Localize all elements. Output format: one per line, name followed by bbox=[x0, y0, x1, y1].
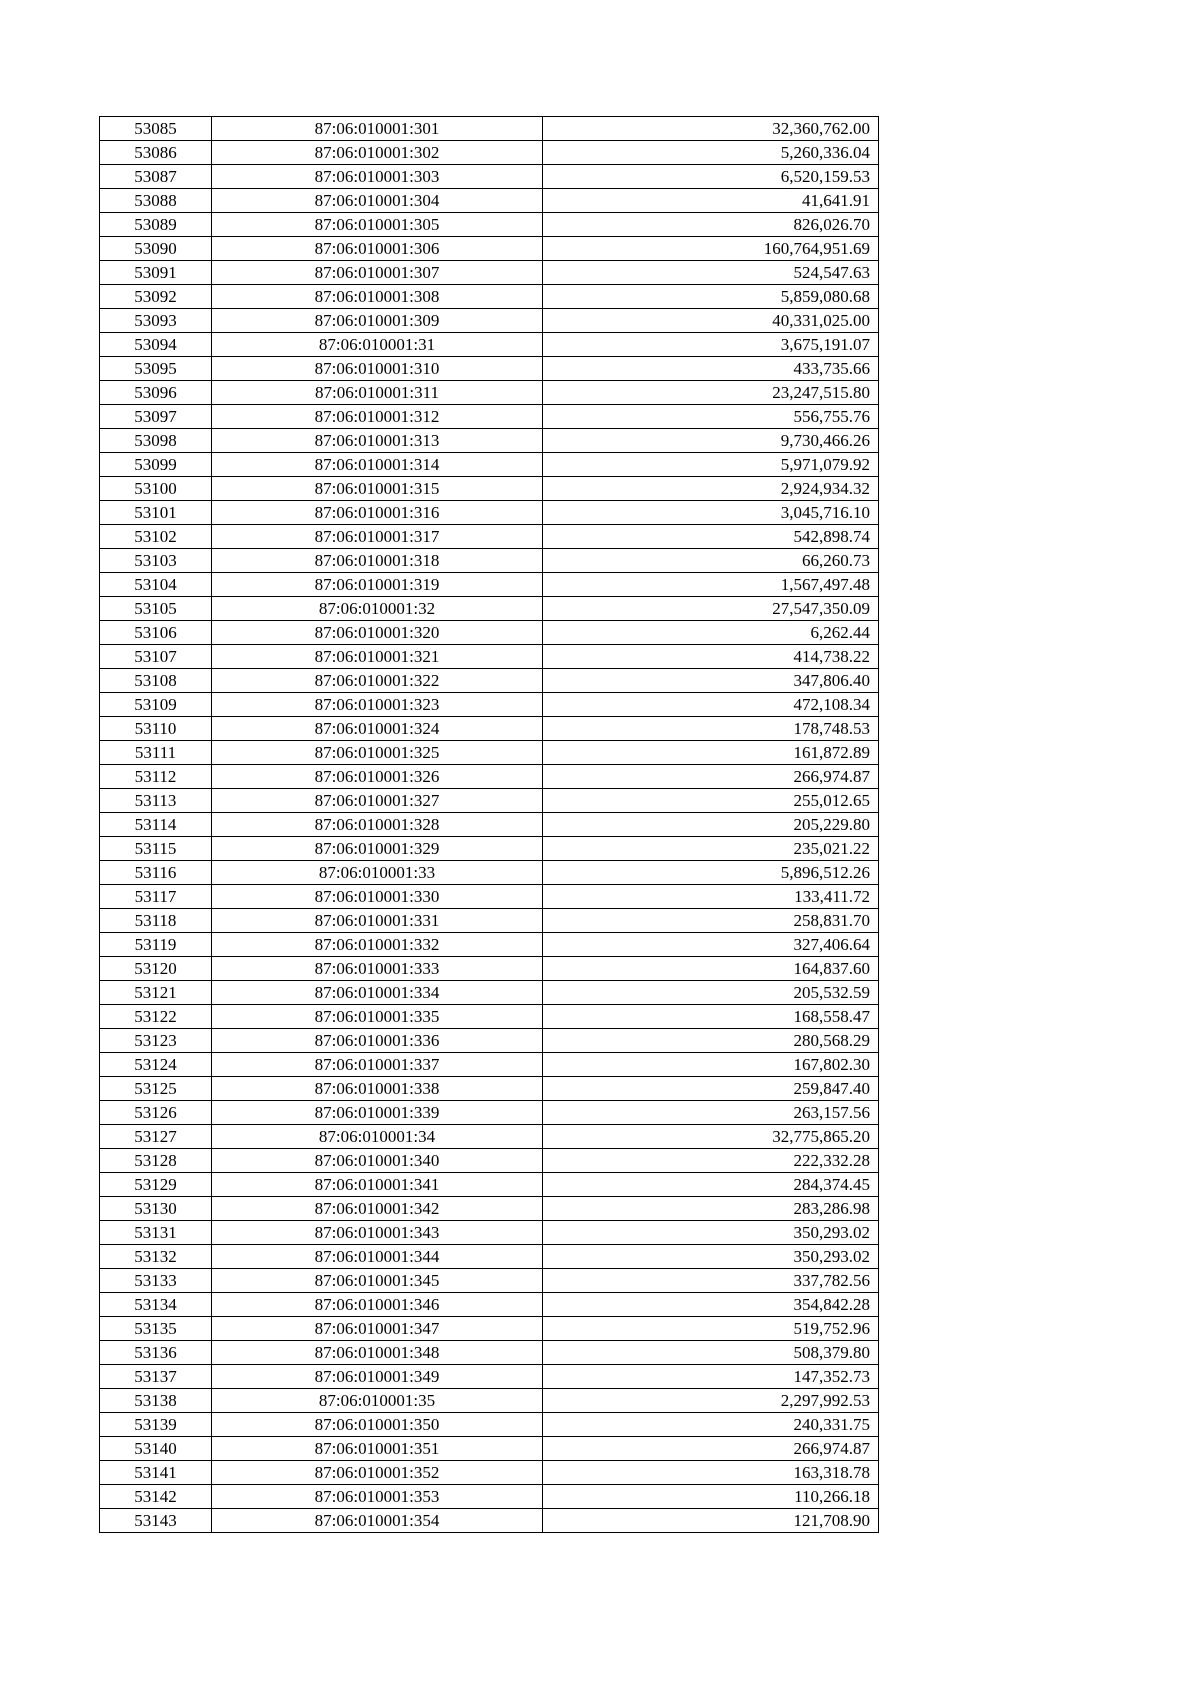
table-row bbox=[100, 573, 879, 597]
table-row bbox=[100, 141, 879, 165]
table-row bbox=[100, 813, 879, 837]
value-cell: 121,708.90 bbox=[543, 1509, 879, 1533]
value-cell: 167,802.30 bbox=[543, 1053, 879, 1077]
value-cell: 826,026.70 bbox=[543, 213, 879, 237]
cadastral-number-cell: 87:06:010001:327 bbox=[212, 789, 543, 813]
cadastral-number-cell: 87:06:010001:303 bbox=[212, 165, 543, 189]
value-cell: 160,764,951.69 bbox=[543, 237, 879, 261]
table-row bbox=[100, 765, 879, 789]
cadastral-number-cell: 87:06:010001:346 bbox=[212, 1293, 543, 1317]
table-row bbox=[100, 261, 879, 285]
table-row bbox=[100, 933, 879, 957]
cadastral-number-cell: 87:06:010001:333 bbox=[212, 957, 543, 981]
cadastral-number-cell: 87:06:010001:353 bbox=[212, 1485, 543, 1509]
row-number-cell: 53117 bbox=[100, 885, 212, 909]
value-cell: 5,896,512.26 bbox=[543, 861, 879, 885]
row-number-cell: 53105 bbox=[100, 597, 212, 621]
value-cell: 66,260.73 bbox=[543, 549, 879, 573]
value-cell: 110,266.18 bbox=[543, 1485, 879, 1509]
table-row bbox=[100, 285, 879, 309]
row-number-cell: 53091 bbox=[100, 261, 212, 285]
table-row bbox=[100, 381, 879, 405]
value-cell: 161,872.89 bbox=[543, 741, 879, 765]
row-number-cell: 53110 bbox=[100, 717, 212, 741]
value-cell: 266,974.87 bbox=[543, 765, 879, 789]
table-row bbox=[100, 1221, 879, 1245]
cadastral-number-cell: 87:06:010001:31 bbox=[212, 333, 543, 357]
table-row bbox=[100, 669, 879, 693]
cadastral-number-cell: 87:06:010001:324 bbox=[212, 717, 543, 741]
value-cell: 133,411.72 bbox=[543, 885, 879, 909]
cadastral-number-cell: 87:06:010001:310 bbox=[212, 357, 543, 381]
table-row bbox=[100, 957, 879, 981]
row-number-cell: 53133 bbox=[100, 1269, 212, 1293]
value-cell: 2,297,992.53 bbox=[543, 1389, 879, 1413]
row-number-cell: 53118 bbox=[100, 909, 212, 933]
value-cell: 178,748.53 bbox=[543, 717, 879, 741]
table-row bbox=[100, 1437, 879, 1461]
table-row bbox=[100, 1053, 879, 1077]
row-number-cell: 53129 bbox=[100, 1173, 212, 1197]
value-cell: 9,730,466.26 bbox=[543, 429, 879, 453]
cadastral-number-cell: 87:06:010001:335 bbox=[212, 1005, 543, 1029]
cadastral-number-cell: 87:06:010001:340 bbox=[212, 1149, 543, 1173]
cadastral-number-cell: 87:06:010001:347 bbox=[212, 1317, 543, 1341]
value-cell: 283,286.98 bbox=[543, 1197, 879, 1221]
value-cell: 205,229.80 bbox=[543, 813, 879, 837]
row-number-cell: 53108 bbox=[100, 669, 212, 693]
cadastral-number-cell: 87:06:010001:321 bbox=[212, 645, 543, 669]
value-cell: 263,157.56 bbox=[543, 1101, 879, 1125]
value-cell: 414,738.22 bbox=[543, 645, 879, 669]
cadastral-number-cell: 87:06:010001:345 bbox=[212, 1269, 543, 1293]
value-cell: 5,859,080.68 bbox=[543, 285, 879, 309]
row-number-cell: 53130 bbox=[100, 1197, 212, 1221]
cadastral-number-cell: 87:06:010001:330 bbox=[212, 885, 543, 909]
cadastral-number-cell: 87:06:010001:354 bbox=[212, 1509, 543, 1533]
cadastral-number-cell: 87:06:010001:313 bbox=[212, 429, 543, 453]
cadastral-number-cell: 87:06:010001:317 bbox=[212, 525, 543, 549]
value-cell: 235,021.22 bbox=[543, 837, 879, 861]
cadastral-number-cell: 87:06:010001:316 bbox=[212, 501, 543, 525]
table-row bbox=[100, 165, 879, 189]
table-row bbox=[100, 1029, 879, 1053]
value-cell: 164,837.60 bbox=[543, 957, 879, 981]
table-row bbox=[100, 357, 879, 381]
cadastral-number-cell: 87:06:010001:337 bbox=[212, 1053, 543, 1077]
cadastral-number-cell: 87:06:010001:322 bbox=[212, 669, 543, 693]
cadastral-number-cell: 87:06:010001:331 bbox=[212, 909, 543, 933]
table-row bbox=[100, 789, 879, 813]
table-row bbox=[100, 549, 879, 573]
row-number-cell: 53139 bbox=[100, 1413, 212, 1437]
cadastral-number-cell: 87:06:010001:332 bbox=[212, 933, 543, 957]
table-row bbox=[100, 1341, 879, 1365]
row-number-cell: 53116 bbox=[100, 861, 212, 885]
table-row bbox=[100, 1149, 879, 1173]
cadastral-number-cell: 87:06:010001:349 bbox=[212, 1365, 543, 1389]
row-number-cell: 53137 bbox=[100, 1365, 212, 1389]
cadastral-value-table bbox=[99, 116, 879, 1533]
cadastral-number-cell: 87:06:010001:339 bbox=[212, 1101, 543, 1125]
value-cell: 266,974.87 bbox=[543, 1437, 879, 1461]
cadastral-number-cell: 87:06:010001:307 bbox=[212, 261, 543, 285]
row-number-cell: 53092 bbox=[100, 285, 212, 309]
table-row bbox=[100, 1077, 879, 1101]
row-number-cell: 53104 bbox=[100, 573, 212, 597]
table-row bbox=[100, 525, 879, 549]
cadastral-number-cell: 87:06:010001:301 bbox=[212, 117, 543, 141]
table-row bbox=[100, 1197, 879, 1221]
value-cell: 3,675,191.07 bbox=[543, 333, 879, 357]
value-cell: 40,331,025.00 bbox=[543, 309, 879, 333]
value-cell: 6,262.44 bbox=[543, 621, 879, 645]
row-number-cell: 53090 bbox=[100, 237, 212, 261]
value-cell: 508,379.80 bbox=[543, 1341, 879, 1365]
cadastral-number-cell: 87:06:010001:338 bbox=[212, 1077, 543, 1101]
cadastral-number-cell: 87:06:010001:311 bbox=[212, 381, 543, 405]
cadastral-number-cell: 87:06:010001:306 bbox=[212, 237, 543, 261]
table-row bbox=[100, 453, 879, 477]
row-number-cell: 53088 bbox=[100, 189, 212, 213]
table-body bbox=[100, 117, 879, 1533]
row-number-cell: 53124 bbox=[100, 1053, 212, 1077]
cadastral-number-cell: 87:06:010001:348 bbox=[212, 1341, 543, 1365]
value-cell: 280,568.29 bbox=[543, 1029, 879, 1053]
row-number-cell: 53131 bbox=[100, 1221, 212, 1245]
table-row bbox=[100, 117, 879, 141]
table-row bbox=[100, 1317, 879, 1341]
row-number-cell: 53101 bbox=[100, 501, 212, 525]
value-cell: 524,547.63 bbox=[543, 261, 879, 285]
value-cell: 222,332.28 bbox=[543, 1149, 879, 1173]
table-row bbox=[100, 717, 879, 741]
table-row bbox=[100, 333, 879, 357]
table-row bbox=[100, 1125, 879, 1149]
table-row bbox=[100, 981, 879, 1005]
table-row bbox=[100, 1245, 879, 1269]
value-cell: 350,293.02 bbox=[543, 1245, 879, 1269]
value-cell: 147,352.73 bbox=[543, 1365, 879, 1389]
cadastral-number-cell: 87:06:010001:341 bbox=[212, 1173, 543, 1197]
value-cell: 354,842.28 bbox=[543, 1293, 879, 1317]
cadastral-number-cell: 87:06:010001:319 bbox=[212, 573, 543, 597]
row-number-cell: 53115 bbox=[100, 837, 212, 861]
row-number-cell: 53138 bbox=[100, 1389, 212, 1413]
cadastral-number-cell: 87:06:010001:309 bbox=[212, 309, 543, 333]
table-row bbox=[100, 885, 879, 909]
table-row bbox=[100, 909, 879, 933]
row-number-cell: 53114 bbox=[100, 813, 212, 837]
table-row bbox=[100, 1005, 879, 1029]
row-number-cell: 53100 bbox=[100, 477, 212, 501]
cadastral-number-cell: 87:06:010001:312 bbox=[212, 405, 543, 429]
table-row bbox=[100, 429, 879, 453]
table-row bbox=[100, 693, 879, 717]
value-cell: 2,924,934.32 bbox=[543, 477, 879, 501]
table-row bbox=[100, 1413, 879, 1437]
value-cell: 519,752.96 bbox=[543, 1317, 879, 1341]
row-number-cell: 53141 bbox=[100, 1461, 212, 1485]
cadastral-number-cell: 87:06:010001:314 bbox=[212, 453, 543, 477]
row-number-cell: 53111 bbox=[100, 741, 212, 765]
cadastral-number-cell: 87:06:010001:32 bbox=[212, 597, 543, 621]
table-row bbox=[100, 405, 879, 429]
table-row bbox=[100, 597, 879, 621]
cadastral-number-cell: 87:06:010001:305 bbox=[212, 213, 543, 237]
cadastral-number-cell: 87:06:010001:323 bbox=[212, 693, 543, 717]
row-number-cell: 53093 bbox=[100, 309, 212, 333]
cadastral-number-cell: 87:06:010001:344 bbox=[212, 1245, 543, 1269]
value-cell: 350,293.02 bbox=[543, 1221, 879, 1245]
value-cell: 168,558.47 bbox=[543, 1005, 879, 1029]
table-row bbox=[100, 309, 879, 333]
row-number-cell: 53127 bbox=[100, 1125, 212, 1149]
cadastral-number-cell: 87:06:010001:350 bbox=[212, 1413, 543, 1437]
cadastral-number-cell: 87:06:010001:35 bbox=[212, 1389, 543, 1413]
value-cell: 327,406.64 bbox=[543, 933, 879, 957]
row-number-cell: 53135 bbox=[100, 1317, 212, 1341]
table-row bbox=[100, 621, 879, 645]
cadastral-number-cell: 87:06:010001:328 bbox=[212, 813, 543, 837]
row-number-cell: 53112 bbox=[100, 765, 212, 789]
row-number-cell: 53099 bbox=[100, 453, 212, 477]
row-number-cell: 53096 bbox=[100, 381, 212, 405]
row-number-cell: 53143 bbox=[100, 1509, 212, 1533]
value-cell: 5,260,336.04 bbox=[543, 141, 879, 165]
value-cell: 27,547,350.09 bbox=[543, 597, 879, 621]
value-cell: 41,641.91 bbox=[543, 189, 879, 213]
row-number-cell: 53125 bbox=[100, 1077, 212, 1101]
row-number-cell: 53103 bbox=[100, 549, 212, 573]
row-number-cell: 53085 bbox=[100, 117, 212, 141]
value-cell: 163,318.78 bbox=[543, 1461, 879, 1485]
cadastral-number-cell: 87:06:010001:33 bbox=[212, 861, 543, 885]
row-number-cell: 53119 bbox=[100, 933, 212, 957]
table-row bbox=[100, 189, 879, 213]
row-number-cell: 53086 bbox=[100, 141, 212, 165]
row-number-cell: 53134 bbox=[100, 1293, 212, 1317]
table-row bbox=[100, 501, 879, 525]
row-number-cell: 53097 bbox=[100, 405, 212, 429]
cadastral-number-cell: 87:06:010001:304 bbox=[212, 189, 543, 213]
table-row bbox=[100, 1461, 879, 1485]
row-number-cell: 53128 bbox=[100, 1149, 212, 1173]
value-cell: 259,847.40 bbox=[543, 1077, 879, 1101]
table-row bbox=[100, 1173, 879, 1197]
value-cell: 32,360,762.00 bbox=[543, 117, 879, 141]
cadastral-number-cell: 87:06:010001:351 bbox=[212, 1437, 543, 1461]
table-row bbox=[100, 477, 879, 501]
row-number-cell: 53132 bbox=[100, 1245, 212, 1269]
cadastral-number-cell: 87:06:010001:308 bbox=[212, 285, 543, 309]
cadastral-number-cell: 87:06:010001:336 bbox=[212, 1029, 543, 1053]
cadastral-number-cell: 87:06:010001:302 bbox=[212, 141, 543, 165]
row-number-cell: 53098 bbox=[100, 429, 212, 453]
cadastral-number-cell: 87:06:010001:334 bbox=[212, 981, 543, 1005]
row-number-cell: 53109 bbox=[100, 693, 212, 717]
value-cell: 255,012.65 bbox=[543, 789, 879, 813]
value-cell: 556,755.76 bbox=[543, 405, 879, 429]
value-cell: 5,971,079.92 bbox=[543, 453, 879, 477]
value-cell: 258,831.70 bbox=[543, 909, 879, 933]
cadastral-number-cell: 87:06:010001:343 bbox=[212, 1221, 543, 1245]
cadastral-number-cell: 87:06:010001:315 bbox=[212, 477, 543, 501]
value-cell: 337,782.56 bbox=[543, 1269, 879, 1293]
table-row bbox=[100, 645, 879, 669]
row-number-cell: 53142 bbox=[100, 1485, 212, 1509]
cadastral-number-cell: 87:06:010001:34 bbox=[212, 1125, 543, 1149]
value-cell: 6,520,159.53 bbox=[543, 165, 879, 189]
value-cell: 284,374.45 bbox=[543, 1173, 879, 1197]
table-row bbox=[100, 1293, 879, 1317]
table-row bbox=[100, 1509, 879, 1533]
value-cell: 1,567,497.48 bbox=[543, 573, 879, 597]
value-cell: 32,775,865.20 bbox=[543, 1125, 879, 1149]
row-number-cell: 53113 bbox=[100, 789, 212, 813]
row-number-cell: 53126 bbox=[100, 1101, 212, 1125]
table-row bbox=[100, 237, 879, 261]
row-number-cell: 53089 bbox=[100, 213, 212, 237]
row-number-cell: 53094 bbox=[100, 333, 212, 357]
table-row bbox=[100, 213, 879, 237]
row-number-cell: 53136 bbox=[100, 1341, 212, 1365]
row-number-cell: 53102 bbox=[100, 525, 212, 549]
table-row bbox=[100, 1365, 879, 1389]
row-number-cell: 53106 bbox=[100, 621, 212, 645]
value-cell: 347,806.40 bbox=[543, 669, 879, 693]
table-row bbox=[100, 741, 879, 765]
cadastral-number-cell: 87:06:010001:320 bbox=[212, 621, 543, 645]
table-row bbox=[100, 861, 879, 885]
value-cell: 3,045,716.10 bbox=[543, 501, 879, 525]
table-row bbox=[100, 1389, 879, 1413]
cadastral-number-cell: 87:06:010001:352 bbox=[212, 1461, 543, 1485]
row-number-cell: 53123 bbox=[100, 1029, 212, 1053]
cadastral-number-cell: 87:06:010001:342 bbox=[212, 1197, 543, 1221]
table-row bbox=[100, 1485, 879, 1509]
row-number-cell: 53122 bbox=[100, 1005, 212, 1029]
value-cell: 433,735.66 bbox=[543, 357, 879, 381]
value-cell: 542,898.74 bbox=[543, 525, 879, 549]
cadastral-number-cell: 87:06:010001:325 bbox=[212, 741, 543, 765]
row-number-cell: 53107 bbox=[100, 645, 212, 669]
value-cell: 205,532.59 bbox=[543, 981, 879, 1005]
cadastral-number-cell: 87:06:010001:329 bbox=[212, 837, 543, 861]
cadastral-number-cell: 87:06:010001:318 bbox=[212, 549, 543, 573]
table-row bbox=[100, 837, 879, 861]
row-number-cell: 53140 bbox=[100, 1437, 212, 1461]
table-row bbox=[100, 1269, 879, 1293]
value-cell: 23,247,515.80 bbox=[543, 381, 879, 405]
row-number-cell: 53121 bbox=[100, 981, 212, 1005]
cadastral-number-cell: 87:06:010001:326 bbox=[212, 765, 543, 789]
row-number-cell: 53095 bbox=[100, 357, 212, 381]
value-cell: 240,331.75 bbox=[543, 1413, 879, 1437]
row-number-cell: 53087 bbox=[100, 165, 212, 189]
value-cell: 472,108.34 bbox=[543, 693, 879, 717]
table-row bbox=[100, 1101, 879, 1125]
row-number-cell: 53120 bbox=[100, 957, 212, 981]
